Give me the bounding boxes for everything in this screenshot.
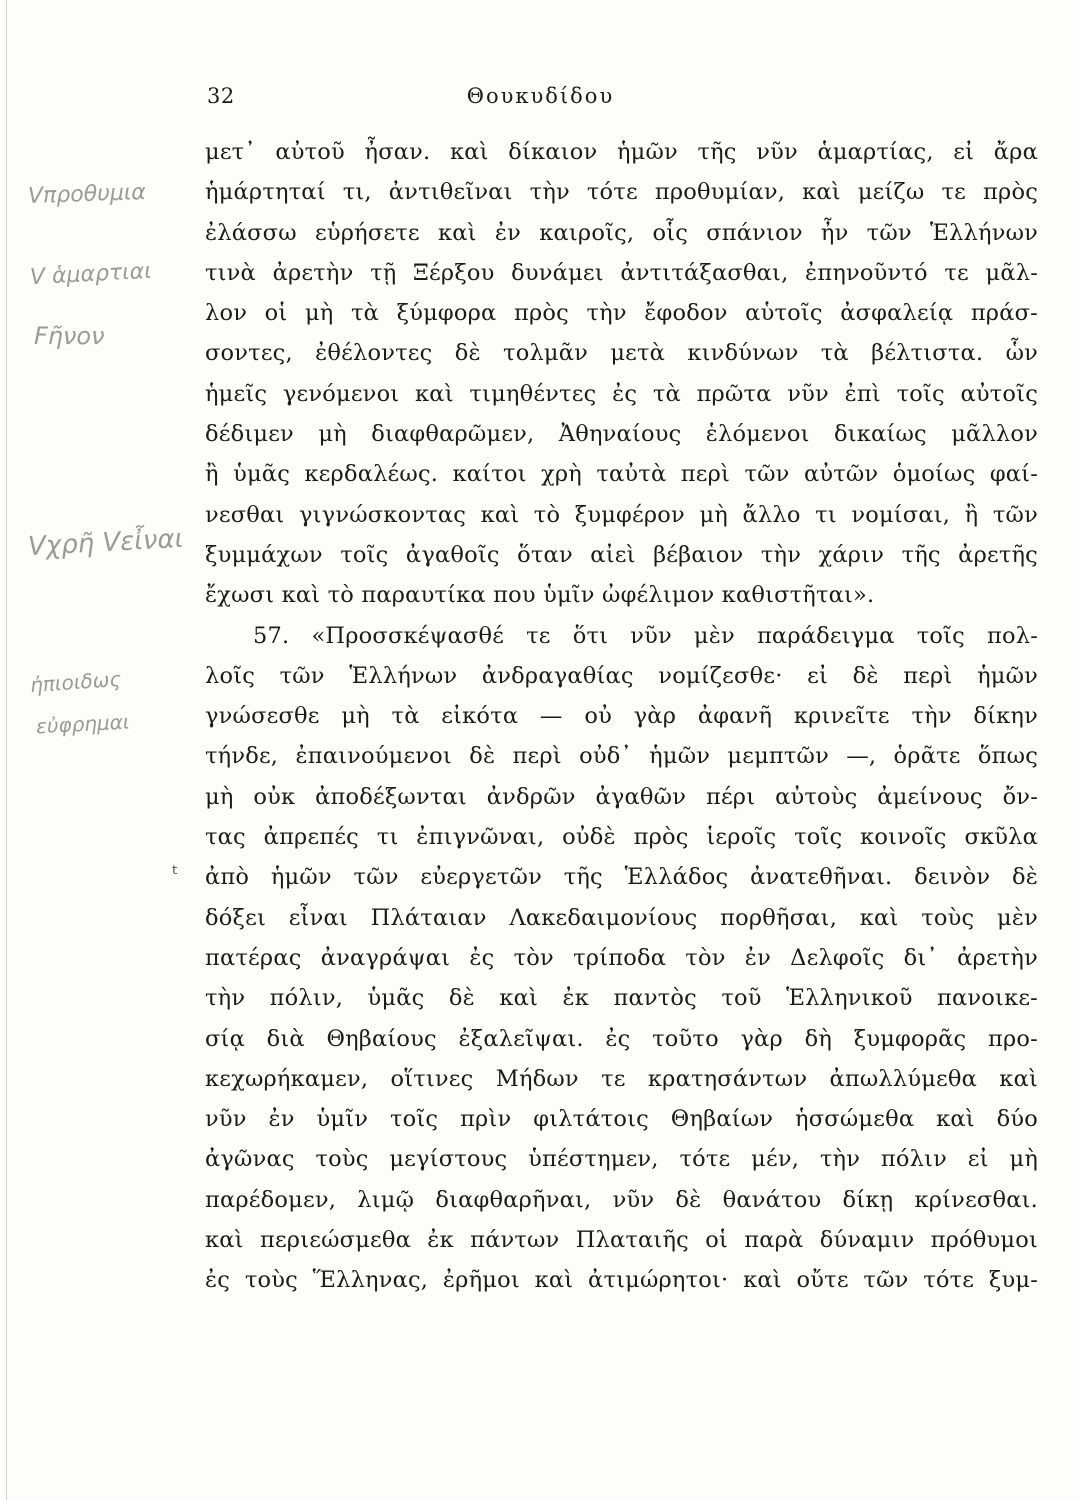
text-line: καὶ περιεώσμεθα ἐκ πάντων Πλαταιῆς οἱ παρὰ δύναμιν πρόθυμοι bbox=[205, 1227, 1038, 1254]
text-line: ἔχωσι καὶ τὸ παραυτίκα που ὑμῖν ὠφέλιμον καθιστῆται». bbox=[205, 582, 875, 609]
text-line: μὴ οὐκ ἀποδέξωνται ἀνδρῶν ἀγαθῶν πέρι αὐτοὺς ἀμείνους ὄν- bbox=[205, 783, 1038, 810]
text-line: σίᾳ διὰ Θηβαίους ἐξαλεῖψαι. ἐς τοῦτο γὰρ δὴ ξυμφορᾶς προ- bbox=[205, 1025, 1038, 1052]
margin-annotations bbox=[0, 0, 205, 1500]
text-line: ἐς τοὺς Ἕλληνας, ἐρῆμοι καὶ ἀτιμώρητοι· καὶ οὔτε τῶν τότε ξυμ- bbox=[205, 1267, 1038, 1294]
text-line: παρέδομεν, λιμῷ διαφθαρῆναι, νῦν δὲ θανάτου δίκῃ κρίνεσθαι. bbox=[205, 1186, 1038, 1213]
main-text bbox=[205, 132, 1038, 1301]
text-line: τήνδε, ἐπαινούμενοι δὲ περὶ οὐδ᾽ ἡμῶν μεμπτῶν —, ὁρᾶτε ὅπως bbox=[205, 743, 1038, 770]
pencil-mark: ᵗ bbox=[172, 862, 179, 887]
margin-note: ἠπιοιδως bbox=[29, 666, 122, 698]
page-number: 32 bbox=[207, 84, 235, 108]
text-line: κεχωρήκαμεν, οἵτινες Μήδων τε κρατησάντων ἀπωλλύμεθα καὶ bbox=[205, 1065, 1038, 1092]
text-line: τὴν πόλιν, ὑμᾶς δὲ καὶ ἐκ παντὸς τοῦ Ἑλληνικοῦ πανοικε- bbox=[205, 985, 1038, 1012]
text-line: ἐλάσσω εὑρήσετε καὶ ἐν καιροῖς, οἷς σπάνιον ἦν τῶν Ἑλλήνων bbox=[205, 219, 1038, 246]
text-line: μετ᾽ αὐτοῦ ἦσαν. καὶ δίκαιον ἡμῶν τῆς νῦν ἁμαρτίας, εἰ ἄρα bbox=[205, 139, 1038, 165]
margin-note: εὐφρημαι bbox=[35, 709, 131, 739]
text-line: ἢ ὑμᾶς κερδαλέως. καίτοι χρὴ ταὐτὰ περὶ τῶν αὐτῶν ὁμοίως φαί- bbox=[205, 461, 1038, 488]
text-line: ξυμμάχων τοῖς ἀγαθοῖς ὅταν αἰεὶ βέβαιον τὴν χάριν τῆς ἀρετῆς bbox=[205, 541, 1038, 568]
text-line: νεσθαι γιγνώσκοντας καὶ τὸ ξυμφέρον μὴ ἄλλο τι νομίσαι, ἢ τῶν bbox=[205, 501, 1038, 528]
running-title: Θουκυδίδου bbox=[466, 84, 615, 108]
text-line: σοντες, ἐθέλοντες δὲ τολμᾶν μετὰ κινδύνων τὰ βέλτιστα. ὧν bbox=[205, 340, 1038, 367]
text-line: τας ἀπρεπές τι ἐπιγνῶναι, οὐδὲ πρὸς ἱεροῖς τοῖς κοινοῖς σκῦλα bbox=[205, 824, 1038, 851]
text-line: γνώσεσθε μὴ τὰ εἰκότα — οὐ γὰρ ἀφανῆ κρινεῖτε τὴν δίκην bbox=[205, 703, 1038, 730]
text-line: λον οἱ μὴ τὰ ξύμφορα πρὸς τὴν ἔφοδον αὑτοῖς ἀσφαλείᾳ πράσ- bbox=[205, 300, 1038, 327]
section-start-line: 57. «Προσσκέψασθέ τε ὅτι νῦν μὲν παράδειγμα τοῖς πολ- bbox=[253, 622, 1038, 649]
margin-note: V ἁμαρτιαι bbox=[29, 258, 153, 291]
text-line: νῦν ἐν ὑμῖν τοῖς πρὶν φιλτάτοις Θηβαίων ἡσσώμεθα καὶ δύο bbox=[205, 1106, 1038, 1133]
text-line: ἡμάρτηταί τι, ἀντιθεῖναι τὴν τότε προθυμίαν, καὶ μείζω τε πρὸς bbox=[205, 179, 1038, 206]
text-line: ἀπὸ ἡμῶν τῶν εὐεργετῶν τῆς Ἑλλάδος ἀνατεθῆναι. δεινὸν δὲ bbox=[205, 864, 1038, 891]
text-line: δέδιμεν μὴ διαφθαρῶμεν, Ἀθηναίους ἑλόμενοι δικαίως μᾶλλον bbox=[205, 421, 1038, 448]
margin-note: Fῆνον bbox=[34, 322, 105, 350]
text-line: πατέρας ἀναγράψαι ἐς τὸν τρίποδα τὸν ἐν Δελφοῖς δι᾽ ἀρετὴν bbox=[205, 944, 1038, 971]
text-line: λοῖς τῶν Ἑλλήνων ἀνδραγαθίας νομίζεσθε· εἰ δὲ περὶ ἡμῶν bbox=[205, 662, 1038, 689]
text-line: ἀγῶνας τοὺς μεγίστους ὑπέστημεν, τότε μέν, τὴν πόλιν εἰ μὴ bbox=[205, 1146, 1038, 1173]
text-line: ἡμεῖς γενόμενοι καὶ τιμηθέντες ἐς τὰ πρῶτα νῦν ἐπὶ τοῖς αὐτοῖς bbox=[205, 380, 1038, 407]
margin-note: Vπροθυμια bbox=[27, 179, 147, 210]
text-line: τινὰ ἀρετὴν τῇ Ξέρξου δυνάμει ἀντιτάξασθαι, ἐπηνοῦντό τε μᾶλ- bbox=[205, 259, 1038, 286]
margin-note: Vχρῆ Vεἶναι bbox=[27, 523, 185, 563]
text-line: δόξει εἶναι Πλάταιαν Λακεδαιμονίους πορθῆσαι, καὶ τοὺς μὲν bbox=[205, 904, 1038, 931]
